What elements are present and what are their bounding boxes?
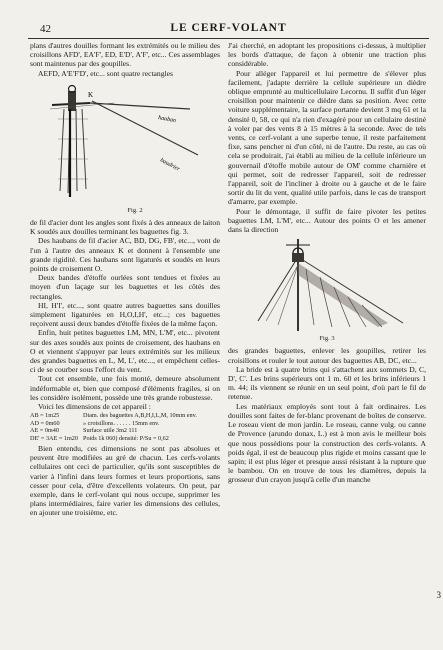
label-hauban: hauban <box>157 114 177 124</box>
paragraph: J'ai cherché, en adoptant les propositions ci-dessus, à multiplier les bords d'attaque, de façon à obtenir une traction plus considérable. <box>228 41 426 69</box>
journal-title: LE CERF-VOLANT <box>170 22 287 34</box>
paragraph: Voici les dimensions de cet appareil : <box>38 402 151 412</box>
dimensions-table <box>30 412 220 442</box>
label-k: K <box>88 90 94 99</box>
dimension-line: Poids 1k 060) densité: P/Su = 0,62 <box>83 434 169 442</box>
dimension-line: Diam. des baguettes A,B,H,I,L,M, 10mm env. <box>83 412 197 420</box>
figure-caption: Fig. 2 <box>127 207 143 215</box>
dimension-line: DE' = 3AE = 1m20 <box>30 434 78 442</box>
paragraph: Tout cet ensemble, une fois monté, demeure absolument indéformable et, bien que composé d'éléments fragiles, si on les considère isolément, possède une très grande robustesse. <box>30 374 220 402</box>
paragraph: Enfin, huit petites baguettes LM, MN, L'M', etc... pivotent sur des axes soudés aux points de croisement, des haubans en O et viennent s'appuyer par leurs extrémités sur les milieux des grandes baguettes en L, M, L', etc..., et empêchent celles-ci de se courber sous l'effort du vent. <box>30 328 220 375</box>
kite-frame-illustration <box>228 235 426 333</box>
dimensions-left <box>30 412 80 442</box>
label-baudrier: baudrier <box>159 157 181 173</box>
dimensions-right <box>83 412 220 442</box>
page-number: 42 <box>40 23 51 35</box>
left-column <box>30 41 220 518</box>
figure-2 <box>30 79 220 215</box>
paragraph: de fil d'acier dont les angles sont fixés à des anneaux de laiton K soudés aux douilles terminant les baguettes fig. 3. <box>30 218 220 237</box>
paragraph: Deux bandes d'étoffe ourlées sont tendues et fixées au moyen d'un laçage sur les baguettes et les côtés des rectangles. <box>30 273 220 301</box>
paragraph: Pour le démontage, il suffit de faire pivoter les petites baguettes LM, L'M', etc... Autour des points O et les amener dans la direction <box>228 206 426 235</box>
paragraph: des grandes baguettes, enlever les goupilles, retirer les croisillons et rouler le tout autour des baguettes AB, DC, etc... <box>228 346 426 365</box>
page-header <box>28 22 429 39</box>
dimension-line: AB = 1m25 <box>30 412 60 420</box>
dimension-line: » croisillons. . . . . . 15mm env. <box>83 419 160 427</box>
figure-3 <box>228 235 426 343</box>
margin-mark: 3 <box>436 590 441 600</box>
paragraph: Des haubans de fil d'acier AC, BD, DG, FB', etc..., vont de l'un à l'autre des anneaux K et donnent à l'ensemble une grande rigidité. Ces haubans sont ligaturés et soudés en leurs points de croisement O. <box>30 236 220 274</box>
paragraph: Bien entendu, ces dimensions ne sont pas absolues et peuvent être modifiées au gré de chacun. Les cerfs-volants cellulaires ont ceci de particulier, qu'ils sont susceptibles de varier à l'infini dans leurs formes et leurs proportions, sans cesser pour cela, d'être d'excellents volateurs. On peut, par exemple, dans le cerf-volant qui nous occupe, supprimer les plans intermédiaires, faire varier les dimensions des cellules, en ajouter une troisième, etc. <box>30 443 220 518</box>
figure-caption: Fig. 3 <box>319 335 335 343</box>
kite-joint-illustration <box>30 79 220 205</box>
paragraph: Les matériaux employés sont tout à fait ordinaires. Les douilles sont faites de fer-blanc provenant de boîtes de conserve. Le roseau vient de mon jardin. Le roseau, canne vulg. ou canne de Provence (arundo donax, L.) est à mon avis le meilleur bois que nous possédions pour la construction des cerfs-volants. A poids égal, il est de beaucoup plus rigide et moins cassant que le sapin; il est plus léger et presque aussi résistant à la rupture que le bambou. On en trouve de tous les diamètres, depuis la grosseur d'un crayon jusqu'à celle d'un manche <box>228 401 426 485</box>
dimension-line: AD = 0m60 <box>30 419 60 427</box>
paragraph: Pour alléger l'appareil et lui permettre de s'élever plus facilement, j'adapte derrière la cellule supérieure un dièdre oblique emprunté au multicellulaire Lecornu. Il suffit d'un léger croisillon pour maintenir ce dièdre dans sa position. Avec cette voiture supplémentaire, la surface portante devient 3 mq 61 et la densité 0, 58, ce qui n'a rien d'exagéré pour un cellulaire destiné à voler par des vents 8 à 15 mètres à la seconde. Avec de tels vents, ce cerf-volant a une superbe tenue, il reste parfaitement fixe, sans pencher ni d'un côté, ni de l'autre. Du reste, au cas où cela se produirait, j'ai établi au milieu de la cellule inférieure un gouvernail d'étoffe mobile autour de OM' comme charnière et qui permet, soit de redresser l'appareil, soit de redresser l'appareil, soit de l'incliner à droite ou à gauche et de le faire sortir du lit du vent, qualité utile parfois, dans le cas de transport d'amarre, par exemple. <box>228 68 426 207</box>
paragraph: AEFD, A'E'F'D', etc... sont quatre rectangles <box>38 68 173 78</box>
paragraph: HI, H'I', etc..., sont quatre autres baguettes sans douilles simplement ligaturées en H,O,I,H', etc...; ces baguettes reçoivent aussi deux bandes d'étoffe fixées de la même façon. <box>30 300 220 329</box>
right-column <box>228 41 426 485</box>
paragraph: plans d'autres douilles formant les extrémités ou le milieu des croisillons AFD', EA'F', ED, E'D', A'F', etc... Ces assemblages sont maintenus par des goupilles. <box>30 41 220 69</box>
paragraph: La bride est à quatre brins qui s'attachent aux sommets D, C, D', C'. Les brins supérieurs ont 1 m. 60 et les brins inférieurs 1 m. 44; ils viennent se réunir en un seul point, d'où part le fil de retenue. <box>228 364 426 402</box>
dimension-line: Surface utile 3m2 111 <box>83 427 138 435</box>
dimension-line: AE = 0m40 <box>30 427 59 435</box>
